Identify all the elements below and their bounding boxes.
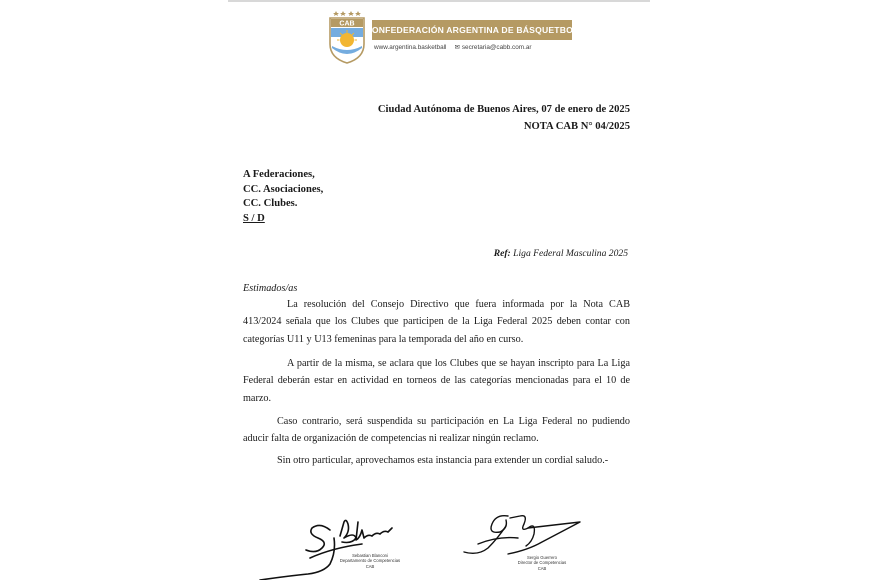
recipient-line: CC. Asociaciones, bbox=[243, 183, 324, 195]
signer-role: Departamento de Competencias bbox=[339, 558, 401, 564]
recipient-line: CC. Clubes. bbox=[243, 198, 298, 209]
email-link[interactable]: secretaria@cabb.com.ar bbox=[461, 44, 532, 51]
website-link[interactable]: www.argentina.basketball bbox=[374, 44, 447, 51]
ref-label: Ref: bbox=[493, 248, 511, 259]
signature-2-caption bbox=[502, 555, 582, 571]
greeting: Estimados/as bbox=[243, 283, 298, 294]
reference-line bbox=[494, 248, 628, 259]
recipients-block bbox=[243, 168, 323, 212]
sd-mark: S / D bbox=[243, 213, 265, 224]
nota-number: NOTA CAB N° 04/2025 bbox=[523, 121, 630, 132]
ref-value: Liga Federal Masculina 2025 bbox=[513, 248, 628, 259]
signer-name: Sebastian Blanconi bbox=[352, 553, 388, 558]
logo-text: CAB bbox=[339, 20, 355, 28]
envelope-icon: ✉ bbox=[454, 44, 460, 51]
body-paragraph: A partir de la misma, se aclara que los Clubes que se hayan inscripto para La Liga Federal deberán estar en actividad en torneos de las categorías mencionadas para el 10 de marzo. bbox=[243, 358, 630, 404]
body-paragraph: Caso contrario, será suspendida su participación en La Liga Federal no pudiendo aducir falta de organización de competencias ni realizar ningún reclamo. bbox=[243, 416, 630, 445]
cab-shield-logo bbox=[328, 8, 366, 64]
signer-name: Sergio Guerrero bbox=[526, 555, 558, 560]
top-divider bbox=[228, 0, 650, 2]
organization-name: CONFEDERACIÓN ARGENTINA DE BÁSQUETBOL bbox=[372, 20, 572, 40]
city-date: Ciudad Autónoma de Buenos Aires, 07 de enero de 2025 bbox=[377, 104, 630, 115]
signer-org: CAB bbox=[537, 565, 547, 571]
contact-line bbox=[374, 43, 584, 51]
recipient-line: A Federaciones, bbox=[243, 169, 315, 180]
signer-org: CAB bbox=[365, 563, 375, 569]
body-paragraph: La resolución del Consejo Directivo que fuera informada por la Nota CAB 413/2024 señala que los Clubes que participen de la Liga Federal 2025 deben contar con categorías U11 y U13 femeninas para la temporada del año en curso. bbox=[243, 299, 630, 345]
closing-paragraph: Sin otro particular, aprovechamos esta instancia para extender un cordial saludo.- bbox=[277, 455, 609, 466]
signer-role: Director de Competencias bbox=[517, 560, 567, 566]
signature-1-caption bbox=[330, 553, 410, 569]
